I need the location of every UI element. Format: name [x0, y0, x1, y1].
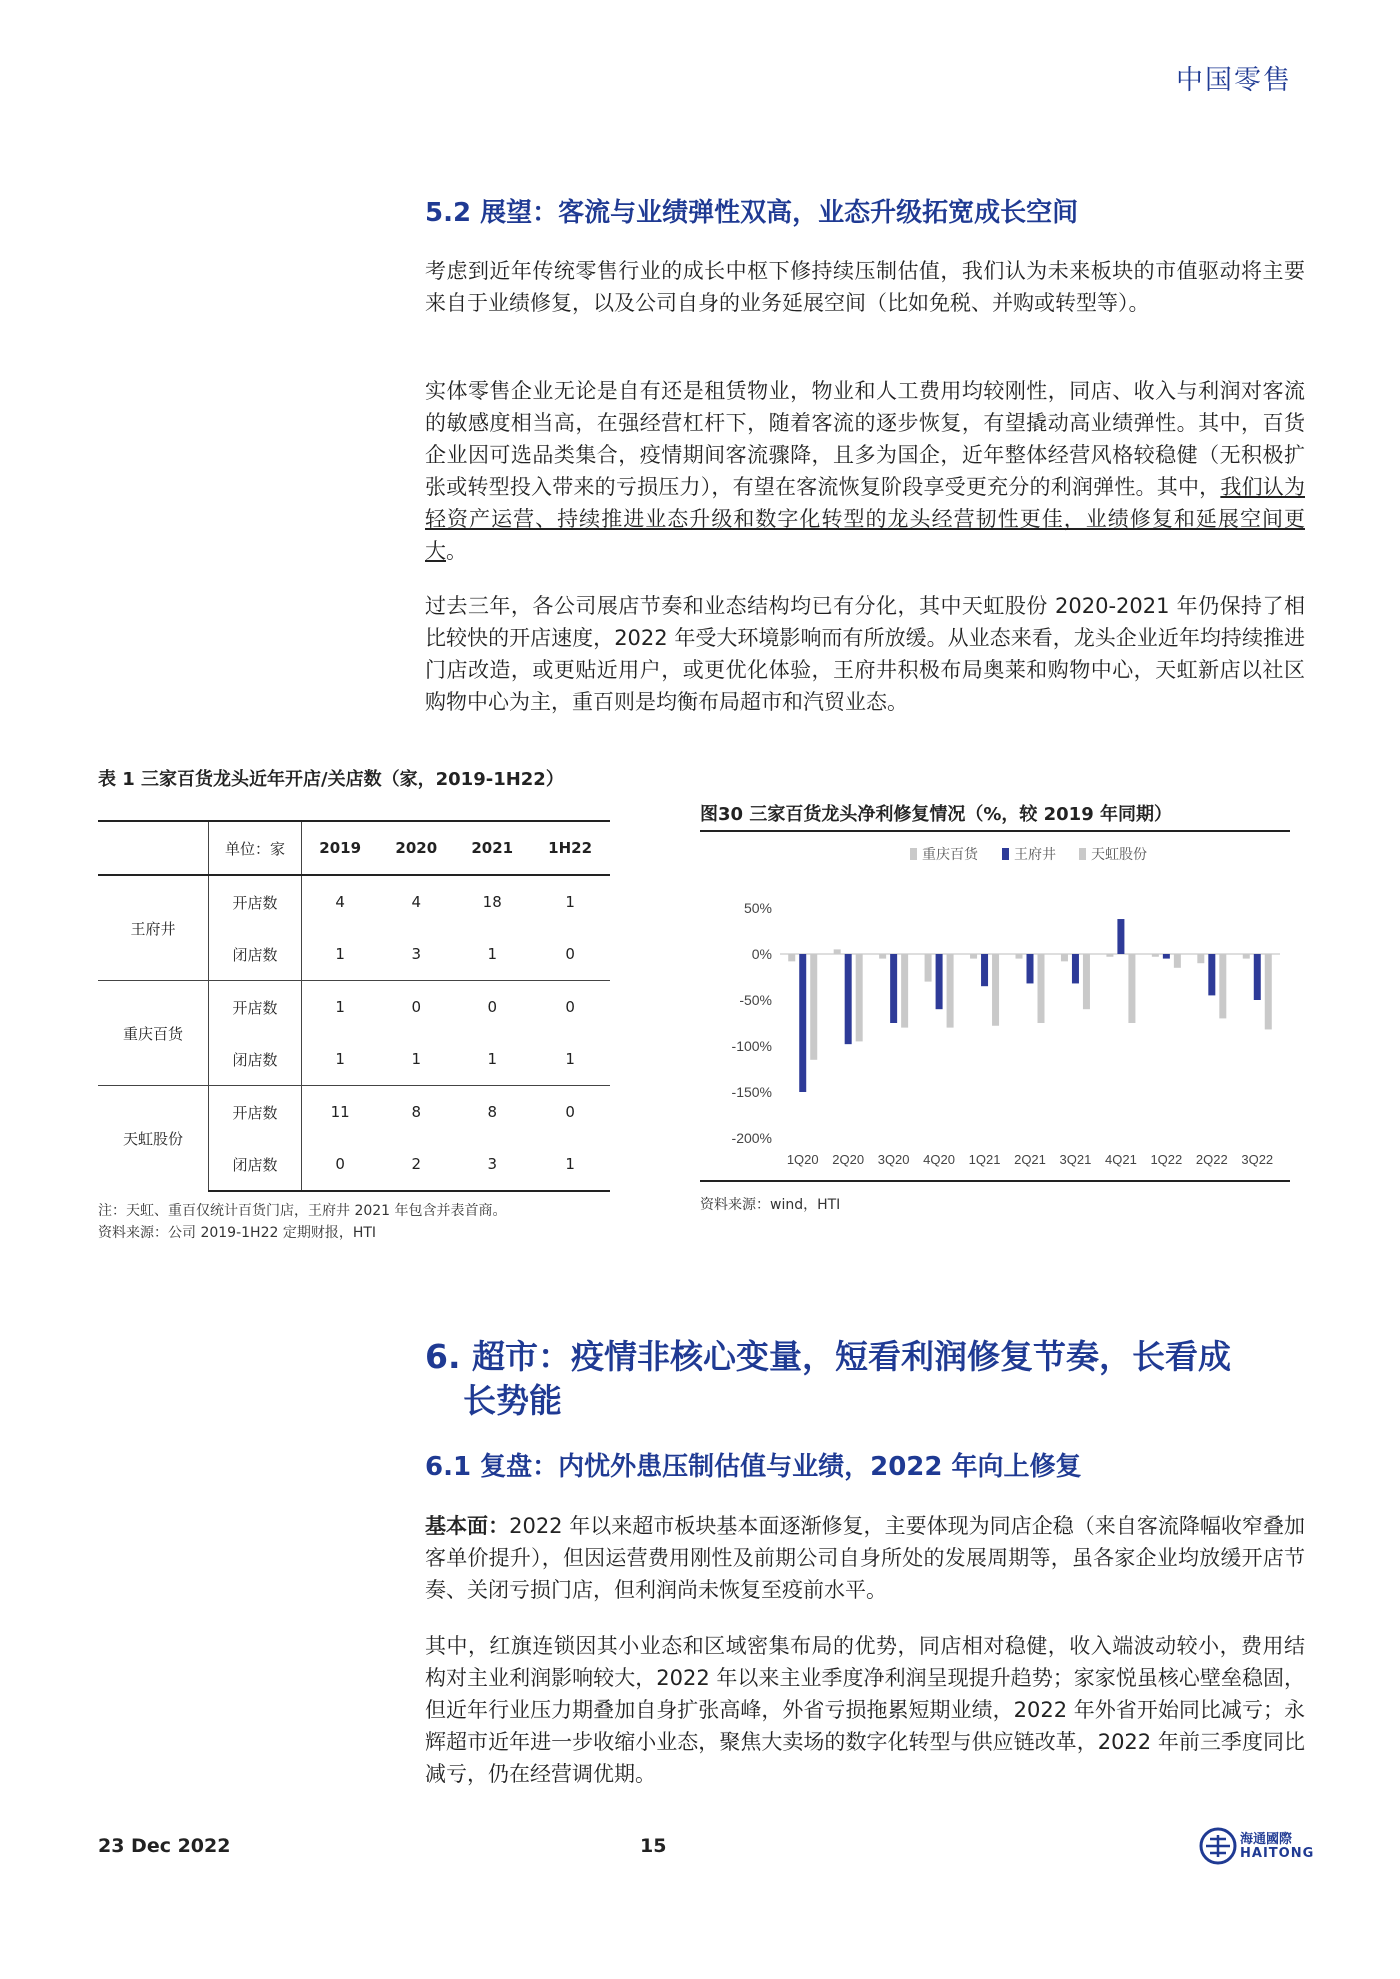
- table-cell: 1: [487, 945, 497, 963]
- x-tick-label: 4Q21: [1105, 1152, 1137, 1167]
- table-cell: 1: [335, 1050, 345, 1068]
- y-tick-label: -150%: [731, 1084, 772, 1100]
- bar-重庆百货: [925, 954, 932, 982]
- table-row-label: 闭店数: [209, 1033, 302, 1086]
- bar-天虹股份: [856, 954, 863, 1041]
- x-tick-label: 4Q20: [923, 1152, 955, 1167]
- legend-label: 王府井: [1014, 847, 1056, 863]
- bar-王府井: [1254, 954, 1261, 1000]
- bar-重庆百货: [879, 954, 886, 959]
- table-cell: 3: [454, 1138, 530, 1191]
- bar-天虹股份: [1174, 954, 1181, 968]
- paragraph-text: 2022 年以来超市板块基本面逐渐修复，主要体现为同店企稳（来自客流降幅收窄叠加客单价提升），但因运营费用刚性及前期公司自身所处的发展周期等，虽各家企业均放缓开店节奏、关闭亏损门店，但利润尚未恢复至疫前水平。: [425, 1514, 1305, 1602]
- table-col-header: 2020: [378, 822, 454, 875]
- table-cell: 0: [302, 1138, 379, 1191]
- y-tick-label: -50%: [739, 992, 772, 1008]
- bar-王府井: [799, 954, 806, 1092]
- x-tick-label: 2Q21: [1014, 1152, 1046, 1167]
- bar-天虹股份: [1128, 954, 1135, 1023]
- table-cell: 3: [411, 945, 422, 963]
- table-corner: [98, 822, 209, 875]
- section-5-2-heading: 5.2 展望：客流与业绩弹性双高，业态升级拓宽成长空间: [425, 198, 1079, 228]
- legend-swatch: [910, 848, 917, 860]
- table-1-title: 表 1 三家百货龙头近年开店/关店数（家，2019-1H22）: [98, 769, 564, 790]
- table-row-label: 开店数: [209, 1086, 302, 1139]
- bar-天虹股份: [947, 954, 954, 1028]
- bar-重庆百货: [1243, 954, 1250, 959]
- legend-swatch: [1002, 848, 1009, 860]
- x-tick-label: 1Q21: [968, 1152, 1001, 1167]
- legend-swatch: [1079, 848, 1086, 860]
- section-6-1-paragraph-2: 其中，红旗连锁因其小业态和区域密集布局的优势，同店相对稳健，收入端波动较小，费用结构对主业利润影响较大，2022 年以来主业季度净利润呈现提升趋势；家家悦虽核心壁垒稳固，但近年行业压力期叠加自身扩张高峰，外省亏损拖累短期业绩，2022 年外省开始同比减亏；永辉超市近年进一步收缩小业态，聚焦大卖场的数字化转型与供应链改革，2022 年前三季度同比减亏，仍在经营调优期。: [425, 1634, 1305, 1786]
- y-tick-label: -200%: [731, 1130, 772, 1146]
- table-cell: 18: [482, 893, 502, 911]
- chart-source: 资料来源：wind，HTI: [700, 1197, 841, 1213]
- bar-王府井: [1117, 919, 1124, 954]
- y-tick-label: 50%: [743, 900, 772, 916]
- bar-王府井: [981, 954, 988, 986]
- bar-王府井: [845, 954, 852, 1044]
- section-5-2-paragraph-1: 考虑到近年传统零售行业的成长中枢下修持续压制估值，我们认为未来板块的市值驱动将主要来自于业绩修复，以及公司自身的业务延展空间（比如免税、并购或转型等）。: [425, 259, 1305, 315]
- bar-天虹股份: [810, 954, 817, 1060]
- section-6-heading: [425, 1335, 1231, 1423]
- table-row: [98, 981, 610, 1034]
- bar-天虹股份: [1219, 954, 1226, 1018]
- legend-label: 天虹股份: [1091, 847, 1147, 863]
- bar-重庆百货: [1016, 954, 1023, 959]
- y-tick-label: 0%: [751, 946, 772, 962]
- table-cell: 4: [411, 893, 422, 911]
- paragraph-label: 基本面：: [425, 1514, 510, 1538]
- bar-重庆百货: [1152, 954, 1159, 957]
- table-unit-label: 单位：家: [209, 822, 302, 875]
- haitong-logo-icon: [1198, 1826, 1238, 1866]
- paragraph-2-end: 。: [446, 539, 467, 563]
- table-group-name: 天虹股份: [98, 1086, 209, 1192]
- section-5-2-paragraph-3: 过去三年，各公司展店节奏和业态结构均已有分化，其中天虹股份 2020-2021 年仍保持了相比较快的开店速度，2022 年受大环境影响而有所放缓。从业态来看，龙头企业近年均持续推进门店改造，或更贴近用户，或更优化体验，王府井积极布局奥莱和购物中心，天虹新店以社区购物中心为主，重百则是均衡布局超市和汽贸业态。: [425, 594, 1305, 714]
- bar-王府井: [1163, 954, 1170, 959]
- table-cell: 1: [302, 981, 379, 1034]
- bar-天虹股份: [1265, 954, 1272, 1029]
- table-cell: 1: [565, 1050, 575, 1068]
- chart-top-rule: [700, 830, 1290, 832]
- table-row-label: 闭店数: [209, 928, 302, 981]
- bar-chart: [700, 838, 1290, 1178]
- bar-天虹股份: [992, 954, 999, 1026]
- section-5-2-paragraph-2: [425, 375, 1305, 567]
- table-col-header: 2021: [454, 822, 530, 875]
- bar-重庆百货: [1106, 954, 1113, 957]
- bar-王府井: [936, 954, 943, 1009]
- bar-重庆百货: [1197, 954, 1204, 963]
- bar-天虹股份: [1038, 954, 1045, 1023]
- section-6-heading-line-2: 长势能: [463, 1381, 562, 1420]
- logo-text-cn: 海通國際: [1240, 1832, 1293, 1847]
- bar-王府井: [890, 954, 897, 1023]
- table-cell: 0: [454, 981, 530, 1034]
- bar-重庆百货: [834, 949, 841, 954]
- table-cell: 1: [565, 893, 575, 911]
- x-tick-label: 1Q22: [1150, 1152, 1183, 1167]
- table-cell: 4: [335, 893, 345, 911]
- x-tick-label: 2Q22: [1195, 1152, 1228, 1167]
- table-cell: 11: [302, 1086, 379, 1139]
- chart-bottom-rule: [700, 1180, 1290, 1182]
- section-6-heading-line-1: 6. 超市：疫情非核心变量，短看利润修复节奏，长看成: [425, 1337, 1231, 1376]
- table-cell: 1: [335, 945, 345, 963]
- x-tick-label: 3Q22: [1241, 1152, 1274, 1167]
- bar-天虹股份: [901, 954, 908, 1028]
- table-cell: 8: [378, 1086, 454, 1139]
- table-cell: 1: [411, 1050, 422, 1068]
- bar-重庆百货: [788, 954, 795, 961]
- table-note: 注：天虹、重百仅统计百货门店，王府井 2021 年包含并表首商。: [98, 1203, 507, 1219]
- bar-王府井: [1208, 954, 1215, 995]
- y-tick-label: -100%: [731, 1038, 772, 1054]
- section-6-1-heading: 6.1 复盘：内忧外患压制估值与业绩，2022 年向上修复: [425, 1452, 1082, 1482]
- table-cell: 0: [565, 945, 575, 963]
- table-col-header: 2019: [302, 822, 379, 875]
- table-1: [98, 822, 610, 1192]
- table-cell: 0: [378, 981, 454, 1034]
- table-row-label: 开店数: [209, 981, 302, 1034]
- table-row: [98, 875, 610, 928]
- table-cell: 0: [530, 981, 610, 1034]
- logo-text-en: HAITONG: [1240, 1846, 1315, 1861]
- chart-title: 图30 三家百货龙头净利修复情况（%，较 2019 年同期）: [700, 804, 1172, 825]
- footer-page-number: 15: [640, 1835, 667, 1857]
- table-cell: 8: [454, 1086, 530, 1139]
- section-6-1-paragraph-1: [425, 1510, 1305, 1606]
- table-row-label: 闭店数: [209, 1138, 302, 1191]
- paragraph-2-underlined: 我们认为轻资产运营、持续推进业态升级和数字化转型的龙头经营韧性更佳，业绩修复和延展空间更大: [425, 475, 1305, 563]
- bar-重庆百货: [970, 954, 977, 959]
- report-header-title: 中国零售: [1176, 65, 1292, 96]
- table-source: 资料来源：公司 2019-1H22 定期财报，HTI: [98, 1225, 377, 1241]
- x-tick-label: 3Q21: [1059, 1152, 1092, 1167]
- legend-label: 重庆百货: [922, 847, 978, 863]
- paragraph-2-text: 实体零售企业无论是自有还是租赁物业，物业和人工费用均较刚性，同店、收入与利润对客流的敏感度相当高，在强经营杠杆下，随着客流的逐步恢复，有望撬动高业绩弹性。其中，百货企业因可选品类集合，疫情期间客流骤降，且多为国企，近年整体经营风格较稳健（无积极扩张或转型投入带来的亏损压力），有望在客流恢复阶段享受更充分的利润弹性。其中，: [425, 379, 1305, 499]
- bar-重庆百货: [1061, 954, 1068, 961]
- table-group-name: 王府井: [98, 875, 209, 981]
- table-cell: 0: [530, 1086, 610, 1139]
- table-cell: 1: [530, 1138, 610, 1191]
- bar-王府井: [1072, 954, 1079, 983]
- table-group-name: 重庆百货: [98, 981, 209, 1086]
- x-tick-label: 2Q20: [832, 1152, 865, 1167]
- footer-date: 23 Dec 2022: [98, 1835, 231, 1857]
- x-tick-label: 3Q20: [877, 1152, 910, 1167]
- table-cell: 2: [378, 1138, 454, 1191]
- table-row-label: 开店数: [209, 875, 302, 928]
- table-cell: 1: [487, 1050, 497, 1068]
- table-row: [98, 1086, 610, 1139]
- x-tick-label: 1Q20: [786, 1152, 819, 1167]
- bar-王府井: [1027, 954, 1034, 983]
- bar-天虹股份: [1083, 954, 1090, 1009]
- table-col-header: 1H22: [530, 822, 610, 875]
